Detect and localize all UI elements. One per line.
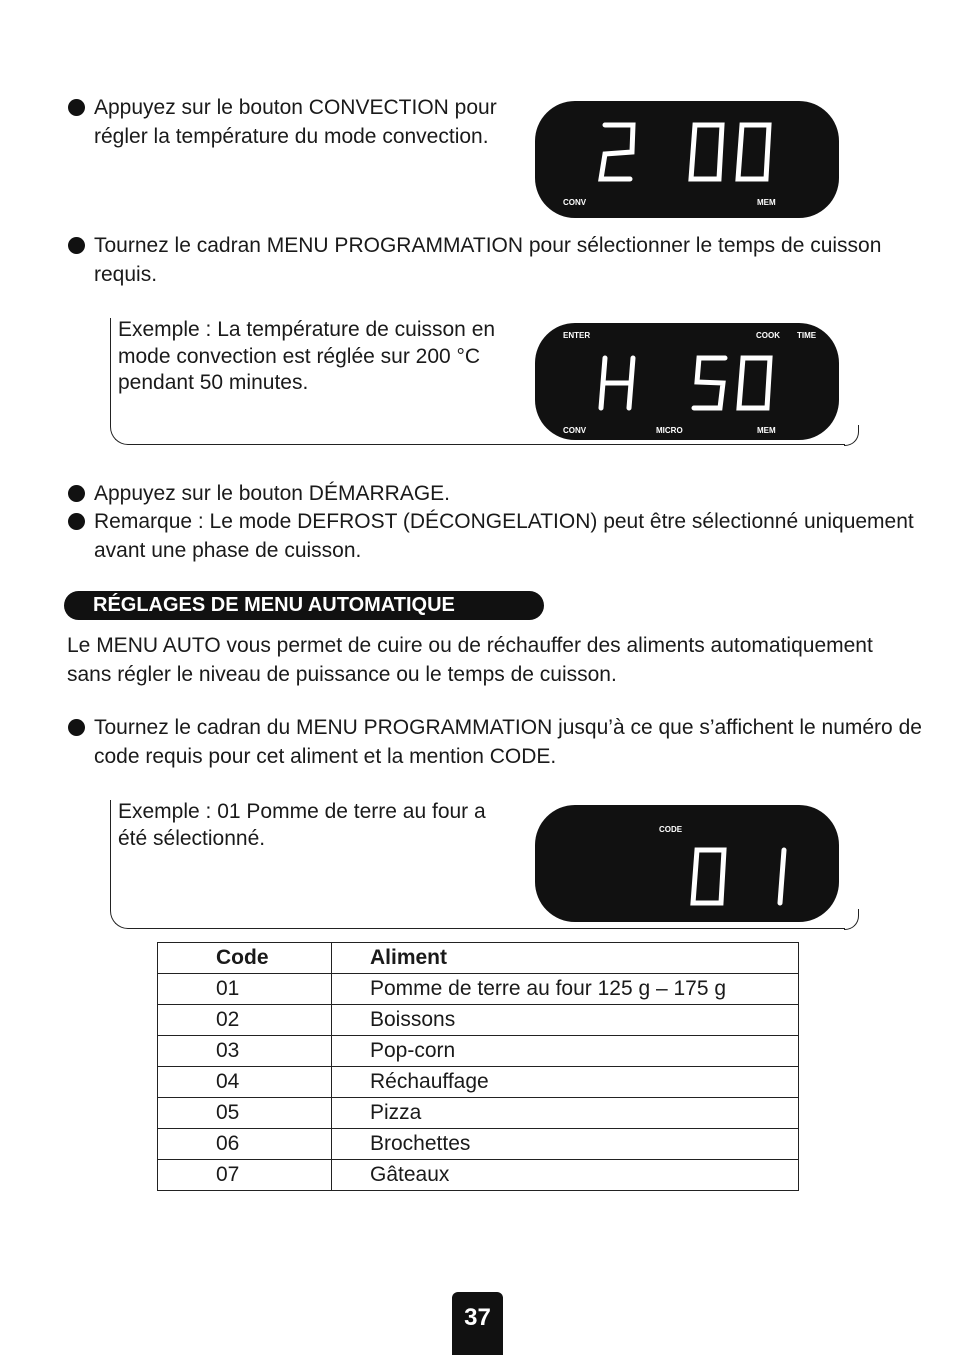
display-cook-time — [535, 323, 839, 440]
column-header-code: Code — [158, 943, 332, 974]
cell-food: Gâteaux — [332, 1160, 799, 1191]
table-row — [158, 974, 799, 1005]
indicator-time: TIME — [797, 331, 817, 340]
instruction-menu-dial — [68, 232, 924, 289]
instruction-text: Remarque : Le mode DEFROST (DÉCONGELATION) peut être sélectionné uniquement avant une phase de cuisson. — [94, 510, 914, 562]
digit-0 — [693, 850, 724, 903]
instruction-text: Appuyez sur le bouton DÉMARRAGE. — [94, 482, 450, 505]
indicator-conv: CONV — [563, 426, 587, 435]
instruction-text: Appuyez sur le bouton CONVECTION pour régler la température du mode convection. — [94, 96, 497, 148]
cell-code: 04 — [158, 1067, 332, 1098]
table-row — [158, 1067, 799, 1098]
indicator-code: CODE — [659, 825, 683, 834]
display-convection-temp — [535, 101, 839, 218]
table-row — [158, 1036, 799, 1067]
bullet-icon — [68, 485, 85, 502]
auto-menu-intro: Le MENU AUTO vous permet de cuire ou de réchauffer des aliments automatiquement sans régler le niveau de puissance ou le temps de cuisson. — [67, 634, 873, 686]
digit-h — [601, 358, 633, 408]
table-header-row — [158, 943, 799, 974]
digit-2 — [601, 125, 633, 179]
example-text-convection: Exemple : La température de cuisson en mode convection est réglée sur 200 °C pendant 50 minutes. — [118, 318, 496, 394]
cell-food: Boissons — [332, 1005, 799, 1036]
bullet-icon — [68, 237, 85, 254]
cell-food: Pizza — [332, 1098, 799, 1129]
instruction-defrost-note — [68, 508, 924, 565]
digit-5 — [694, 358, 725, 408]
instruction-text: Tournez le cadran MENU PROGRAMMATION pour sélectionner le temps de cuisson requis. — [94, 234, 882, 286]
digit-0 — [738, 125, 769, 179]
cell-code: 03 — [158, 1036, 332, 1067]
cell-code: 01 — [158, 974, 332, 1005]
table-row — [158, 1098, 799, 1129]
digit-0 — [739, 358, 770, 408]
cell-code: 05 — [158, 1098, 332, 1129]
bullet-icon — [68, 719, 85, 736]
cell-food: Brochettes — [332, 1129, 799, 1160]
cell-food: Pomme de terre au four 125 g – 175 g — [332, 974, 799, 1005]
auto-menu-code-table — [157, 942, 799, 1191]
digit-0 — [691, 125, 722, 179]
page-number: 37 — [452, 1292, 503, 1355]
cell-code: 02 — [158, 1005, 332, 1036]
indicator-conv: CONV — [563, 198, 587, 207]
indicator-enter: ENTER — [563, 331, 591, 340]
table-row — [158, 1160, 799, 1191]
instruction-convection — [68, 94, 544, 151]
instruction-start — [68, 480, 924, 509]
seven-segment-digits — [535, 805, 839, 922]
column-header-food: Aliment — [332, 943, 799, 974]
cell-food: Réchauffage — [332, 1067, 799, 1098]
bullet-icon — [68, 99, 85, 116]
bullet-icon — [68, 513, 85, 530]
indicator-cook: COOK — [756, 331, 780, 340]
example-text-code: Exemple : 01 Pomme de terre au four a été sélectionné. — [118, 800, 486, 850]
instruction-text: Tournez le cadran du MENU PROGRAMMATION jusqu’à ce que s’affichent le numéro de code requis pour cet aliment et la mention CODE. — [94, 716, 922, 768]
display-code — [535, 805, 839, 922]
table-row — [158, 1129, 799, 1160]
instruction-select-code — [68, 714, 924, 771]
section-title-auto-menu: RÉGLAGES DE MENU AUTOMATIQUE — [64, 591, 544, 620]
table-row — [158, 1005, 799, 1036]
indicator-mem: MEM — [757, 198, 776, 207]
cell-code: 06 — [158, 1129, 332, 1160]
indicator-mem: MEM — [757, 426, 776, 435]
digit-1 — [780, 850, 784, 903]
cell-food: Pop-corn — [332, 1036, 799, 1067]
cell-code: 07 — [158, 1160, 332, 1191]
indicator-micro: MICRO — [656, 426, 683, 435]
